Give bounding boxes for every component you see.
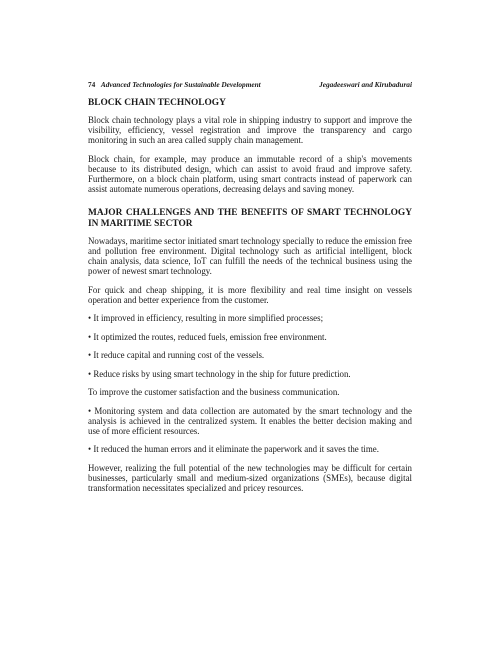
paragraph: However, realizing the full potential of the new technologies may be difficult for certain businesses, particularly small and medium-sized organizations (SMEs), because digital transformation necessitates specialized and pricey resources. (88, 462, 412, 494)
bullet-item: • Reduce risks by using smart technology in the ship for future prediction. (88, 368, 351, 379)
section-heading-block-chain: BLOCK CHAIN TECHNOLOGY (88, 98, 226, 108)
header-authors: Jegadeeswari and Kirubadurai (319, 80, 412, 89)
paragraph: For quick and cheap shipping, it is more flexibility and real time insight on vessels operation and better experience from the customer. (88, 284, 412, 305)
paragraph: Nowadays, maritime sector initiated smart technology specially to reduce the emission free and pollution free environment. Digital technology such as artificial intelligent, block chain analysis, data science, IoT can fulfill the needs of the technical business using the power of newest smart technology. (88, 236, 412, 277)
bullet-item: • It reduced the human errors and it eliminate the paperwork and it saves the time. (88, 444, 379, 455)
section-heading-major-challenges: MAJOR CHALLENGES AND THE BENEFITS OF SMART TECHNOLOGY IN MARITIME SECTOR (88, 208, 412, 230)
paragraph: Block chain, for example, may produce an immutable record of a ship's movements because to its distributed design, which can assist to avoid fraud and improve safety. Furthermore, on a block chain platform, using smart contracts instead of paperwork can assist automate numerous operations, decreasing delays and saving money. (88, 153, 412, 194)
bullet-item: • It improved in efficiency, resulting in more simplified processes; (88, 313, 324, 324)
bullet-item: • It reduce capital and running cost of the vessels. (88, 350, 265, 361)
bullet-item: • Monitoring system and data collection are automated by the smart technology and the analysis is achieved in the centralized system. It enables the better decision making and use of more efficient resources. (88, 405, 412, 436)
page-content (88, 80, 412, 502)
running-header (88, 80, 412, 89)
header-left (88, 80, 261, 89)
book-title: Advanced Technologies for Sustainable Development (100, 80, 261, 89)
paragraph: Block chain technology plays a vital role in shipping industry to support and improve the visibility, efficiency, vessel registration and improve the transparency and cargo monitoring in such an area called supply chain management. (88, 115, 412, 146)
page-number: 74 (88, 80, 96, 89)
bullet-item: • It optimized the routes, reduced fuels, emission free environment. (88, 331, 327, 342)
paragraph: To improve the customer satisfaction and the business communication. (88, 387, 340, 398)
